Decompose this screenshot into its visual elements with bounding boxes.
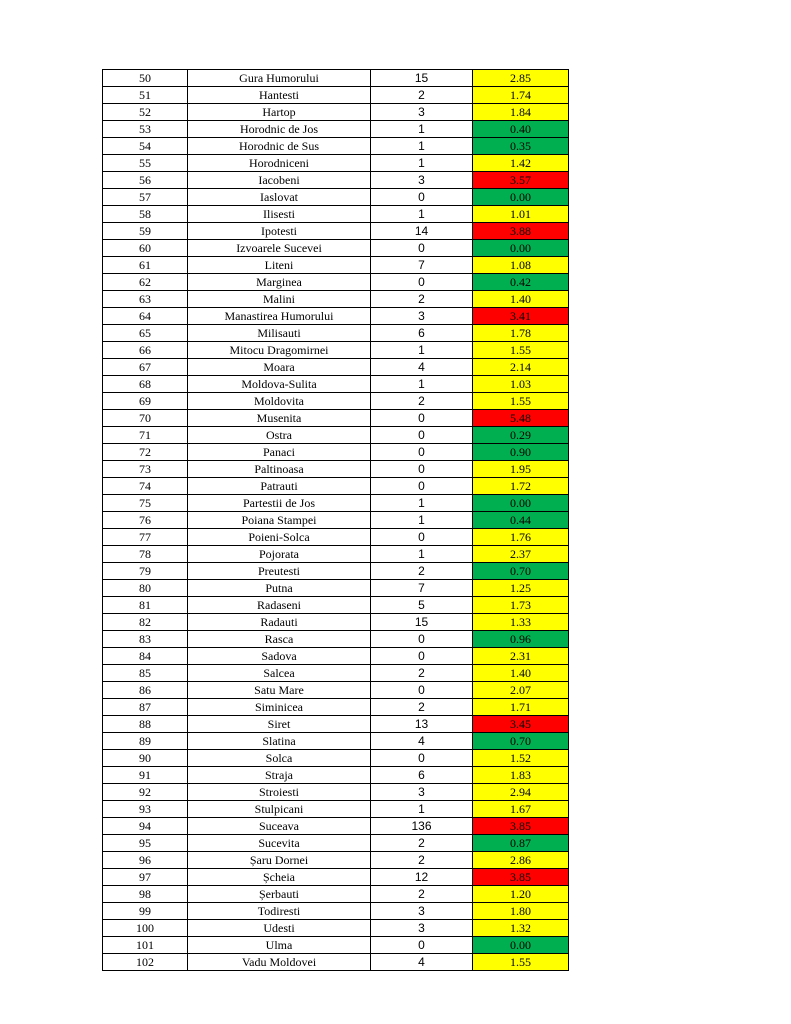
row-number-cell: 62 <box>103 274 188 291</box>
infection-rate-cell: 1.55 <box>473 342 569 359</box>
infection-rate-cell: 1.32 <box>473 920 569 937</box>
row-number-cell: 87 <box>103 699 188 716</box>
table-row <box>103 121 569 138</box>
infection-rate-cell: 0.44 <box>473 512 569 529</box>
table-row <box>103 716 569 733</box>
locality-name-cell: Sadova <box>188 648 371 665</box>
row-number-cell: 72 <box>103 444 188 461</box>
table-row <box>103 461 569 478</box>
locality-name-cell: Mitocu Dragomirnei <box>188 342 371 359</box>
table-row <box>103 563 569 580</box>
case-count-cell: 0 <box>371 631 473 648</box>
table-row <box>103 614 569 631</box>
infection-rate-cell: 3.85 <box>473 869 569 886</box>
infection-rate-cell: 2.14 <box>473 359 569 376</box>
table-row <box>103 546 569 563</box>
row-number-cell: 95 <box>103 835 188 852</box>
case-count-cell: 6 <box>371 325 473 342</box>
row-number-cell: 98 <box>103 886 188 903</box>
table-row <box>103 767 569 784</box>
infection-rate-cell: 0.00 <box>473 240 569 257</box>
table-row <box>103 342 569 359</box>
locality-name-cell: Moldova-Sulita <box>188 376 371 393</box>
locality-name-cell: Șcheia <box>188 869 371 886</box>
locality-name-cell: Patrauti <box>188 478 371 495</box>
locality-name-cell: Putna <box>188 580 371 597</box>
row-number-cell: 73 <box>103 461 188 478</box>
infection-rate-cell: 0.00 <box>473 189 569 206</box>
locality-name-cell: Milisauti <box>188 325 371 342</box>
row-number-cell: 94 <box>103 818 188 835</box>
row-number-cell: 74 <box>103 478 188 495</box>
row-number-cell: 92 <box>103 784 188 801</box>
locality-name-cell: Moldovita <box>188 393 371 410</box>
infection-rate-cell: 2.86 <box>473 852 569 869</box>
case-count-cell: 0 <box>371 274 473 291</box>
locality-name-cell: Siret <box>188 716 371 733</box>
case-count-cell: 2 <box>371 852 473 869</box>
locality-name-cell: Horodnic de Jos <box>188 121 371 138</box>
row-number-cell: 83 <box>103 631 188 648</box>
infection-rate-cell: 2.85 <box>473 70 569 87</box>
case-count-cell: 1 <box>371 512 473 529</box>
table-body <box>103 70 569 971</box>
locality-name-cell: Vadu Moldovei <box>188 954 371 971</box>
table-row <box>103 937 569 954</box>
row-number-cell: 88 <box>103 716 188 733</box>
infection-rate-cell: 1.42 <box>473 155 569 172</box>
table-row <box>103 410 569 427</box>
locality-name-cell: Poiana Stampei <box>188 512 371 529</box>
locality-name-cell: Radauti <box>188 614 371 631</box>
row-number-cell: 91 <box>103 767 188 784</box>
case-count-cell: 1 <box>371 206 473 223</box>
row-number-cell: 96 <box>103 852 188 869</box>
table-row <box>103 189 569 206</box>
row-number-cell: 89 <box>103 733 188 750</box>
case-count-cell: 3 <box>371 172 473 189</box>
row-number-cell: 75 <box>103 495 188 512</box>
locality-name-cell: Partestii de Jos <box>188 495 371 512</box>
table-row <box>103 155 569 172</box>
case-count-cell: 1 <box>371 801 473 818</box>
table-row <box>103 648 569 665</box>
locality-name-cell: Salcea <box>188 665 371 682</box>
locality-name-cell: Satu Mare <box>188 682 371 699</box>
table-row <box>103 529 569 546</box>
locality-name-cell: Todiresti <box>188 903 371 920</box>
table-row <box>103 512 569 529</box>
infection-rate-cell: 1.83 <box>473 767 569 784</box>
table-row <box>103 954 569 971</box>
table-row <box>103 376 569 393</box>
table-row <box>103 393 569 410</box>
case-count-cell: 3 <box>371 308 473 325</box>
case-count-cell: 3 <box>371 920 473 937</box>
case-count-cell: 4 <box>371 733 473 750</box>
row-number-cell: 99 <box>103 903 188 920</box>
locality-name-cell: Pojorata <box>188 546 371 563</box>
row-number-cell: 93 <box>103 801 188 818</box>
table-row <box>103 920 569 937</box>
row-number-cell: 90 <box>103 750 188 767</box>
case-count-cell: 1 <box>371 546 473 563</box>
locality-name-cell: Sucevita <box>188 835 371 852</box>
row-number-cell: 81 <box>103 597 188 614</box>
row-number-cell: 82 <box>103 614 188 631</box>
locality-name-cell: Panaci <box>188 444 371 461</box>
infection-rate-cell: 1.76 <box>473 529 569 546</box>
locality-name-cell: Rasca <box>188 631 371 648</box>
row-number-cell: 100 <box>103 920 188 937</box>
localities-table <box>102 69 569 971</box>
locality-name-cell: Slatina <box>188 733 371 750</box>
case-count-cell: 2 <box>371 291 473 308</box>
locality-name-cell: Stroiesti <box>188 784 371 801</box>
locality-name-cell: Ulma <box>188 937 371 954</box>
infection-rate-cell: 2.37 <box>473 546 569 563</box>
infection-rate-cell: 0.42 <box>473 274 569 291</box>
infection-rate-cell: 1.80 <box>473 903 569 920</box>
row-number-cell: 61 <box>103 257 188 274</box>
case-count-cell: 7 <box>371 257 473 274</box>
locality-name-cell: Udesti <box>188 920 371 937</box>
infection-rate-cell: 0.40 <box>473 121 569 138</box>
table-row <box>103 308 569 325</box>
case-count-cell: 4 <box>371 359 473 376</box>
infection-rate-cell: 3.88 <box>473 223 569 240</box>
case-count-cell: 7 <box>371 580 473 597</box>
locality-name-cell: Ilisesti <box>188 206 371 223</box>
table-row <box>103 818 569 835</box>
locality-name-cell: Radaseni <box>188 597 371 614</box>
infection-rate-cell: 1.78 <box>473 325 569 342</box>
infection-rate-cell: 1.71 <box>473 699 569 716</box>
locality-name-cell: Manastirea Humorului <box>188 308 371 325</box>
infection-rate-cell: 1.01 <box>473 206 569 223</box>
case-count-cell: 3 <box>371 903 473 920</box>
case-count-cell: 1 <box>371 121 473 138</box>
infection-rate-cell: 0.70 <box>473 563 569 580</box>
table-row <box>103 70 569 87</box>
infection-rate-cell: 0.70 <box>473 733 569 750</box>
case-count-cell: 5 <box>371 597 473 614</box>
case-count-cell: 0 <box>371 240 473 257</box>
table-row <box>103 665 569 682</box>
case-count-cell: 2 <box>371 699 473 716</box>
locality-name-cell: Iaslovat <box>188 189 371 206</box>
locality-name-cell: Horodnic de Sus <box>188 138 371 155</box>
row-number-cell: 80 <box>103 580 188 597</box>
locality-name-cell: Șaru Dornei <box>188 852 371 869</box>
table-row <box>103 291 569 308</box>
row-number-cell: 65 <box>103 325 188 342</box>
locality-name-cell: Hartop <box>188 104 371 121</box>
locality-name-cell: Horodniceni <box>188 155 371 172</box>
row-number-cell: 78 <box>103 546 188 563</box>
locality-name-cell: Suceava <box>188 818 371 835</box>
table-row <box>103 597 569 614</box>
row-number-cell: 60 <box>103 240 188 257</box>
table-row <box>103 206 569 223</box>
row-number-cell: 84 <box>103 648 188 665</box>
table-row <box>103 733 569 750</box>
case-count-cell: 1 <box>371 495 473 512</box>
case-count-cell: 2 <box>371 563 473 580</box>
table-row <box>103 903 569 920</box>
row-number-cell: 55 <box>103 155 188 172</box>
infection-rate-cell: 1.03 <box>473 376 569 393</box>
locality-name-cell: Moara <box>188 359 371 376</box>
locality-name-cell: Preutesti <box>188 563 371 580</box>
infection-rate-cell: 1.67 <box>473 801 569 818</box>
table-row <box>103 138 569 155</box>
case-count-cell: 0 <box>371 461 473 478</box>
table-row <box>103 580 569 597</box>
row-number-cell: 86 <box>103 682 188 699</box>
row-number-cell: 68 <box>103 376 188 393</box>
case-count-cell: 1 <box>371 342 473 359</box>
infection-rate-cell: 5.48 <box>473 410 569 427</box>
table-row <box>103 784 569 801</box>
infection-rate-cell: 1.25 <box>473 580 569 597</box>
infection-rate-cell: 0.00 <box>473 937 569 954</box>
table-row <box>103 699 569 716</box>
table-row <box>103 444 569 461</box>
infection-rate-cell: 2.07 <box>473 682 569 699</box>
case-count-cell: 3 <box>371 784 473 801</box>
table-row <box>103 104 569 121</box>
table-row <box>103 750 569 767</box>
infection-rate-cell: 1.74 <box>473 87 569 104</box>
locality-name-cell: Izvoarele Sucevei <box>188 240 371 257</box>
case-count-cell: 6 <box>371 767 473 784</box>
infection-rate-cell: 1.84 <box>473 104 569 121</box>
row-number-cell: 54 <box>103 138 188 155</box>
infection-rate-cell: 3.57 <box>473 172 569 189</box>
row-number-cell: 71 <box>103 427 188 444</box>
row-number-cell: 66 <box>103 342 188 359</box>
infection-rate-cell: 1.40 <box>473 665 569 682</box>
infection-rate-cell: 0.87 <box>473 835 569 852</box>
infection-rate-cell: 1.55 <box>473 954 569 971</box>
case-count-cell: 0 <box>371 648 473 665</box>
case-count-cell: 4 <box>371 954 473 971</box>
row-number-cell: 69 <box>103 393 188 410</box>
case-count-cell: 0 <box>371 427 473 444</box>
locality-name-cell: Liteni <box>188 257 371 274</box>
table-row <box>103 359 569 376</box>
table-row <box>103 869 569 886</box>
case-count-cell: 136 <box>371 818 473 835</box>
row-number-cell: 77 <box>103 529 188 546</box>
infection-rate-cell: 1.40 <box>473 291 569 308</box>
row-number-cell: 85 <box>103 665 188 682</box>
infection-rate-cell: 2.31 <box>473 648 569 665</box>
table-row <box>103 325 569 342</box>
infection-rate-cell: 3.85 <box>473 818 569 835</box>
row-number-cell: 57 <box>103 189 188 206</box>
locality-name-cell: Ipotesti <box>188 223 371 240</box>
case-count-cell: 0 <box>371 937 473 954</box>
infection-rate-cell: 3.41 <box>473 308 569 325</box>
row-number-cell: 101 <box>103 937 188 954</box>
table-row <box>103 495 569 512</box>
table-row <box>103 478 569 495</box>
case-count-cell: 12 <box>371 869 473 886</box>
case-count-cell: 14 <box>371 223 473 240</box>
case-count-cell: 2 <box>371 835 473 852</box>
table-row <box>103 172 569 189</box>
locality-name-cell: Siminicea <box>188 699 371 716</box>
table-row <box>103 886 569 903</box>
infection-rate-cell: 1.72 <box>473 478 569 495</box>
case-count-cell: 0 <box>371 682 473 699</box>
locality-name-cell: Solca <box>188 750 371 767</box>
locality-name-cell: Gura Humorului <box>188 70 371 87</box>
case-count-cell: 15 <box>371 70 473 87</box>
row-number-cell: 51 <box>103 87 188 104</box>
row-number-cell: 63 <box>103 291 188 308</box>
infection-rate-cell: 0.29 <box>473 427 569 444</box>
case-count-cell: 0 <box>371 750 473 767</box>
row-number-cell: 52 <box>103 104 188 121</box>
infection-rate-cell: 1.95 <box>473 461 569 478</box>
locality-name-cell: Musenita <box>188 410 371 427</box>
table-row <box>103 835 569 852</box>
table-row <box>103 852 569 869</box>
row-number-cell: 64 <box>103 308 188 325</box>
infection-rate-cell: 0.96 <box>473 631 569 648</box>
table-row <box>103 87 569 104</box>
table-row <box>103 223 569 240</box>
case-count-cell: 15 <box>371 614 473 631</box>
case-count-cell: 3 <box>371 104 473 121</box>
infection-rate-cell: 1.08 <box>473 257 569 274</box>
case-count-cell: 2 <box>371 665 473 682</box>
infection-rate-cell: 1.33 <box>473 614 569 631</box>
table-row <box>103 631 569 648</box>
infection-rate-cell: 0.90 <box>473 444 569 461</box>
row-number-cell: 59 <box>103 223 188 240</box>
case-count-cell: 1 <box>371 138 473 155</box>
row-number-cell: 102 <box>103 954 188 971</box>
locality-name-cell: Marginea <box>188 274 371 291</box>
row-number-cell: 56 <box>103 172 188 189</box>
table-row <box>103 682 569 699</box>
locality-name-cell: Straja <box>188 767 371 784</box>
locality-name-cell: Hantesti <box>188 87 371 104</box>
case-count-cell: 0 <box>371 189 473 206</box>
table-row <box>103 240 569 257</box>
row-number-cell: 97 <box>103 869 188 886</box>
row-number-cell: 58 <box>103 206 188 223</box>
locality-name-cell: Poieni-Solca <box>188 529 371 546</box>
locality-name-cell: Paltinoasa <box>188 461 371 478</box>
table-row <box>103 801 569 818</box>
infection-rate-cell: 3.45 <box>473 716 569 733</box>
table-row <box>103 257 569 274</box>
case-count-cell: 2 <box>371 393 473 410</box>
case-count-cell: 0 <box>371 444 473 461</box>
infection-rate-cell: 1.52 <box>473 750 569 767</box>
case-count-cell: 0 <box>371 529 473 546</box>
case-count-cell: 13 <box>371 716 473 733</box>
infection-rate-cell: 0.35 <box>473 138 569 155</box>
infection-rate-cell: 1.73 <box>473 597 569 614</box>
locality-name-cell: Malini <box>188 291 371 308</box>
table-row <box>103 427 569 444</box>
case-count-cell: 2 <box>371 886 473 903</box>
row-number-cell: 76 <box>103 512 188 529</box>
infection-rate-cell: 2.94 <box>473 784 569 801</box>
row-number-cell: 79 <box>103 563 188 580</box>
infection-rate-cell: 1.20 <box>473 886 569 903</box>
row-number-cell: 67 <box>103 359 188 376</box>
locality-name-cell: Iacobeni <box>188 172 371 189</box>
case-count-cell: 0 <box>371 478 473 495</box>
infection-rate-cell: 0.00 <box>473 495 569 512</box>
row-number-cell: 70 <box>103 410 188 427</box>
infection-rate-cell: 1.55 <box>473 393 569 410</box>
table-row <box>103 274 569 291</box>
locality-name-cell: Ostra <box>188 427 371 444</box>
case-count-cell: 1 <box>371 376 473 393</box>
row-number-cell: 53 <box>103 121 188 138</box>
case-count-cell: 1 <box>371 155 473 172</box>
row-number-cell: 50 <box>103 70 188 87</box>
case-count-cell: 0 <box>371 410 473 427</box>
locality-name-cell: Stulpicani <box>188 801 371 818</box>
case-count-cell: 2 <box>371 87 473 104</box>
locality-name-cell: Șerbauti <box>188 886 371 903</box>
